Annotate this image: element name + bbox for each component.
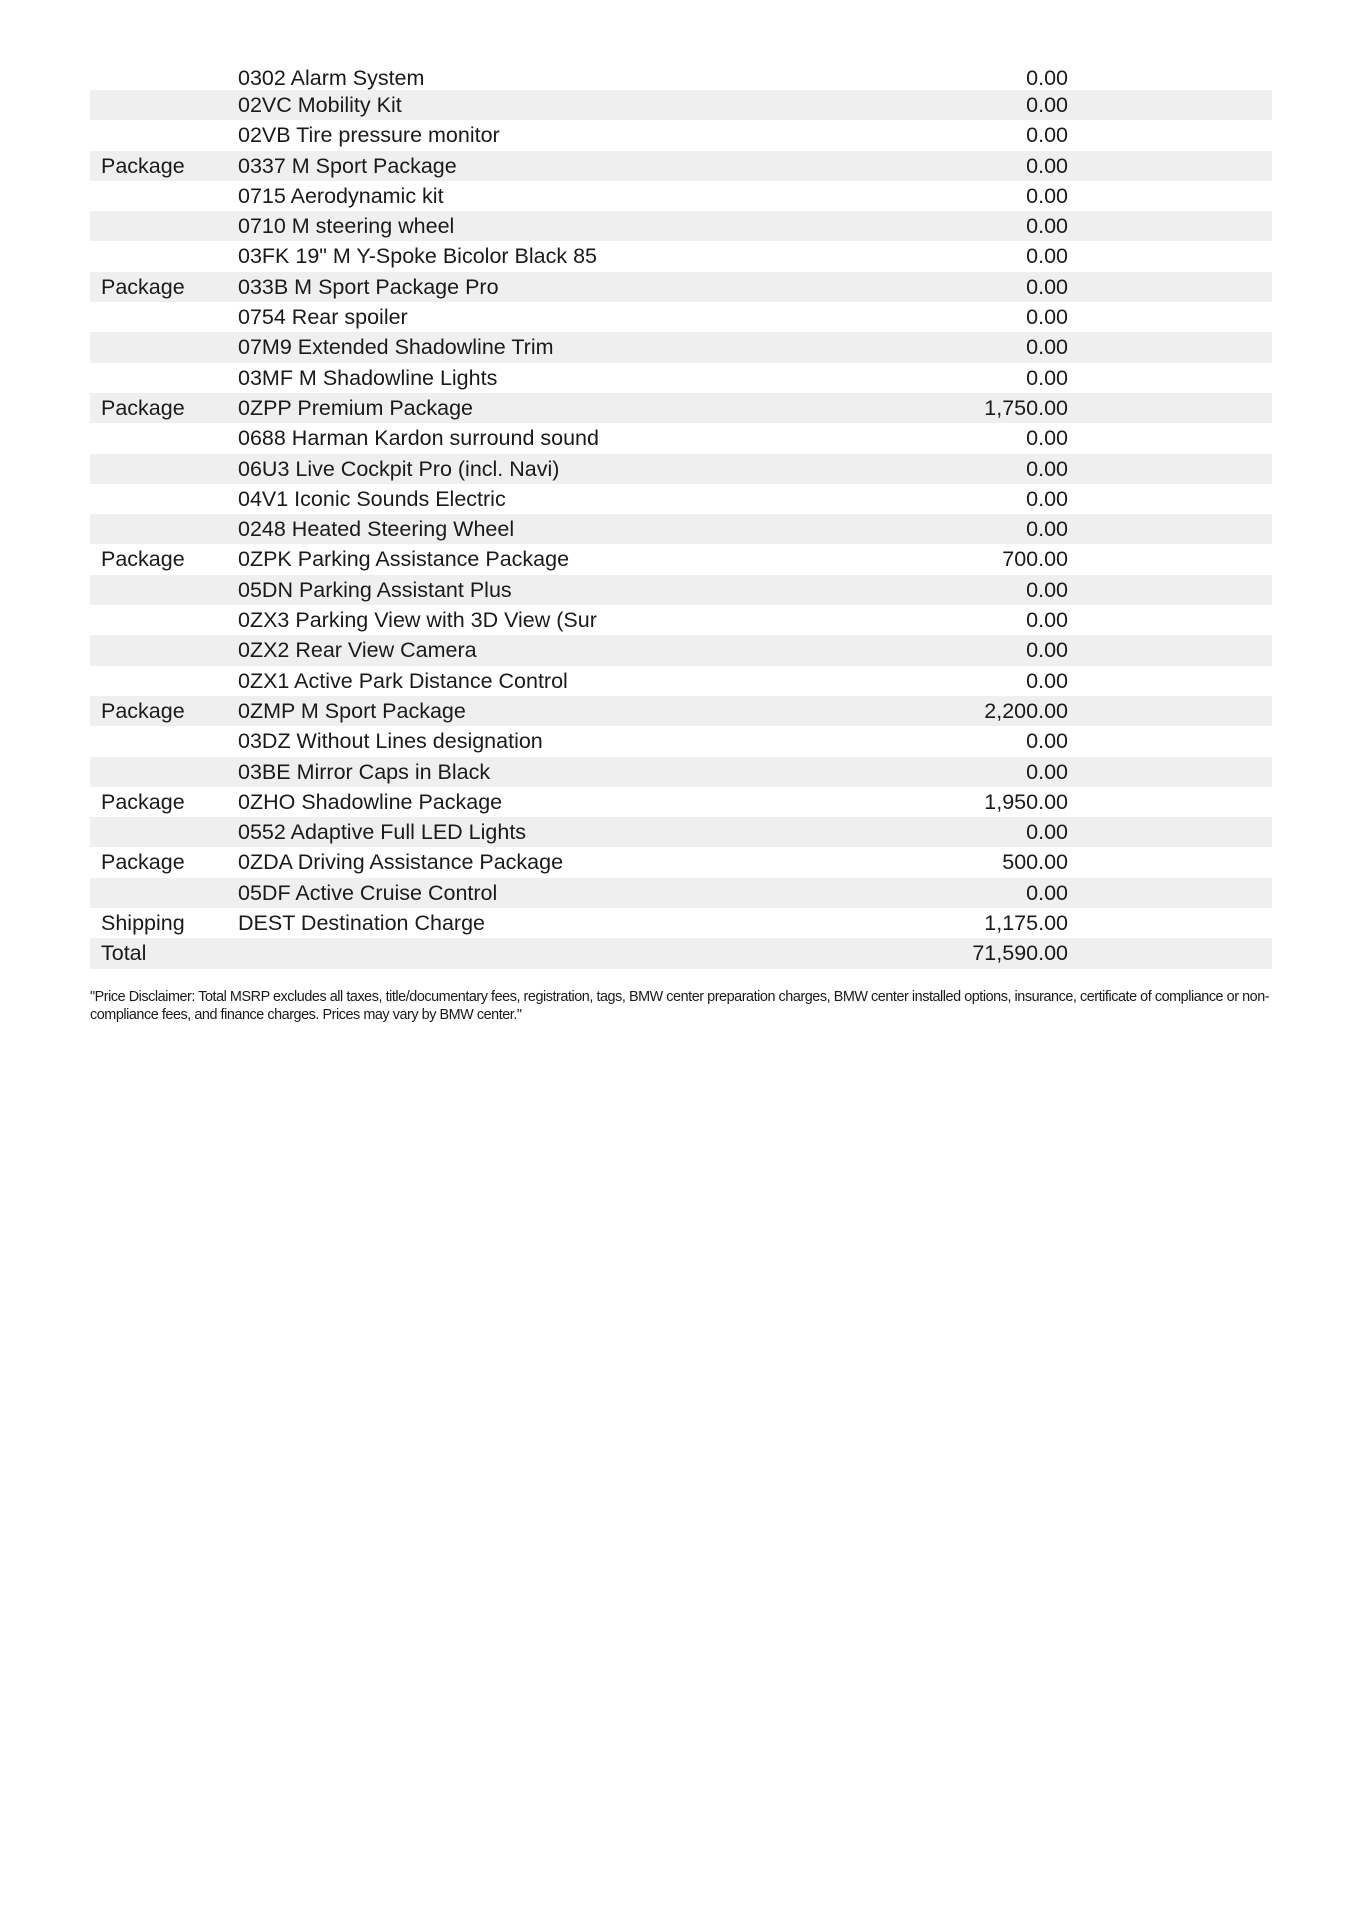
row-price: 0.00 xyxy=(1026,880,1068,905)
row-price: 0.00 xyxy=(1026,729,1068,754)
row-description: 0552 Adaptive Full LED Lights xyxy=(238,820,527,845)
row-price: 0.00 xyxy=(1026,638,1068,663)
price-disclaimer: "Price Disclaimer: Total MSRP excludes all taxes, title/documentary fees, registration, tags, BMW center preparation charges, BMW center installed options, insurance, certificate of compliance or non-compliance fees, and finance charges. Prices may vary by BMW center." xyxy=(90,989,1270,1023)
row-price: 0.00 xyxy=(1026,274,1068,299)
row-description: 033B M Sport Package Pro xyxy=(238,274,499,299)
row-description: 02VC Mobility Kit xyxy=(238,93,402,117)
row-category: Package xyxy=(101,698,185,723)
row-description: 0715 Aerodynamic kit xyxy=(238,183,444,208)
row-description: 03BE Mirror Caps in Black xyxy=(238,759,491,784)
table-row xyxy=(90,272,1272,302)
row-description: DEST Destination Charge xyxy=(238,911,485,936)
table-row xyxy=(90,484,1272,514)
row-description: 03DZ Without Lines designation xyxy=(238,729,543,754)
options-price-table xyxy=(90,62,1272,969)
row-description: 0ZPP Premium Package xyxy=(238,395,474,420)
row-category: Package xyxy=(101,789,185,814)
table-row xyxy=(90,62,1272,90)
table-row xyxy=(90,696,1272,726)
table-row xyxy=(90,454,1272,484)
row-description: 0ZX2 Rear View Camera xyxy=(238,638,477,663)
row-description: 0ZDA Driving Assistance Package xyxy=(238,850,564,875)
row-description: 07M9 Extended Shadowline Trim xyxy=(238,335,554,360)
table-row xyxy=(90,363,1272,393)
row-description: 0ZX1 Active Park Distance Control xyxy=(238,668,568,693)
row-price: 1,175.00 xyxy=(984,911,1068,936)
row-price: 0.00 xyxy=(1026,335,1068,360)
row-price: 0.00 xyxy=(1026,517,1068,542)
table-row xyxy=(90,393,1272,423)
table-row xyxy=(90,787,1272,817)
shipping-row xyxy=(90,908,1272,938)
row-description: 0754 Rear spoiler xyxy=(238,305,408,330)
table-row xyxy=(90,666,1272,696)
table-row xyxy=(90,241,1272,271)
row-description: 03FK 19" M Y-Spoke Bicolor Black 85 xyxy=(238,244,597,269)
row-price: 2,200.00 xyxy=(984,698,1068,723)
row-price: 0.00 xyxy=(1026,66,1068,90)
row-description: 06U3 Live Cockpit Pro (incl. Navi) xyxy=(238,456,560,481)
table-row xyxy=(90,544,1272,574)
row-description: 03MF M Shadowline Lights xyxy=(238,365,498,390)
row-price: 0.00 xyxy=(1026,214,1068,239)
table-row xyxy=(90,817,1272,847)
row-price: 0.00 xyxy=(1026,577,1068,602)
table-row xyxy=(90,514,1272,544)
table-row xyxy=(90,332,1272,362)
row-description: 0688 Harman Kardon surround sound xyxy=(238,426,599,451)
row-description: 02VB Tire pressure monitor xyxy=(238,123,500,148)
table-row xyxy=(90,847,1272,877)
table-row xyxy=(90,635,1272,665)
row-description: 0ZMP M Sport Package xyxy=(238,698,466,723)
table-row xyxy=(90,151,1272,181)
table-row xyxy=(90,575,1272,605)
row-description: 0337 M Sport Package xyxy=(238,153,457,178)
table-row xyxy=(90,302,1272,332)
total-label: Total xyxy=(101,941,147,966)
table-row xyxy=(90,423,1272,453)
row-description: 04V1 Iconic Sounds Electric xyxy=(238,486,506,511)
row-description: 0248 Heated Steering Wheel xyxy=(238,517,515,542)
row-category: Package xyxy=(101,153,185,178)
row-description: 05DN Parking Assistant Plus xyxy=(238,577,512,602)
row-price: 1,750.00 xyxy=(984,395,1068,420)
table-row xyxy=(90,605,1272,635)
row-price: 0.00 xyxy=(1026,123,1068,148)
row-category: Package xyxy=(101,547,185,572)
row-description: 0302 Alarm System xyxy=(238,66,425,90)
row-description: 05DF Active Cruise Control xyxy=(238,880,498,905)
row-category: Shipping xyxy=(101,911,185,936)
table-row xyxy=(90,181,1272,211)
table-row xyxy=(90,211,1272,241)
row-category: Package xyxy=(101,274,185,299)
table-row xyxy=(90,726,1272,756)
row-description: 0ZHO Shadowline Package xyxy=(238,789,503,814)
total-price: 71,590.00 xyxy=(972,941,1068,966)
row-price: 0.00 xyxy=(1026,668,1068,693)
row-description: 0ZPK Parking Assistance Package xyxy=(238,547,570,572)
table-row xyxy=(90,757,1272,787)
row-price: 0.00 xyxy=(1026,153,1068,178)
row-price: 0.00 xyxy=(1026,456,1068,481)
table-row xyxy=(90,120,1272,150)
row-description: 0710 M steering wheel xyxy=(238,214,455,239)
table-row xyxy=(90,90,1272,120)
row-price: 0.00 xyxy=(1026,759,1068,784)
row-price: 0.00 xyxy=(1026,93,1068,117)
row-price: 0.00 xyxy=(1026,365,1068,390)
row-price: 700.00 xyxy=(1002,547,1068,572)
row-price: 0.00 xyxy=(1026,426,1068,451)
row-category: Package xyxy=(101,395,185,420)
row-price: 0.00 xyxy=(1026,183,1068,208)
row-category: Package xyxy=(101,850,185,875)
row-price: 0.00 xyxy=(1026,486,1068,511)
table-row xyxy=(90,878,1272,908)
row-price: 0.00 xyxy=(1026,608,1068,633)
row-description: 0ZX3 Parking View with 3D View (Sur xyxy=(238,608,597,633)
row-price: 0.00 xyxy=(1026,305,1068,330)
row-price: 1,950.00 xyxy=(984,789,1068,814)
row-price: 0.00 xyxy=(1026,820,1068,845)
total-row xyxy=(90,938,1272,968)
row-price: 500.00 xyxy=(1002,850,1068,875)
row-price: 0.00 xyxy=(1026,244,1068,269)
